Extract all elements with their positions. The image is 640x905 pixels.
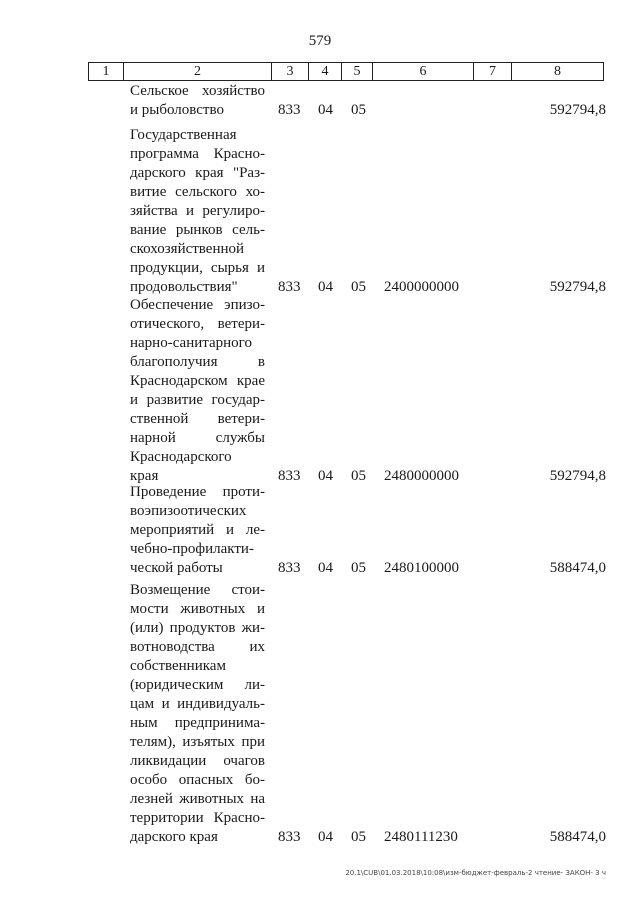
description-line: собственникам xyxy=(130,658,226,674)
page-number: 579 xyxy=(308,33,332,49)
description-line: лезней животных на xyxy=(130,791,265,807)
target-article-code: 2480100000 xyxy=(384,560,459,576)
description-line: вание рынков сель- xyxy=(130,222,265,238)
section-code: 04 xyxy=(318,102,333,118)
description-line: Краснодарского xyxy=(130,449,232,465)
description-line: и развитие государ- xyxy=(130,392,265,408)
footer-file-path: 20.1\CUB\01.03.2018\10:08\изм-бюджет-февраль-2 чтение- ЗАКОН- 3 ч xyxy=(345,869,606,877)
description-line: зяйства и регулиро- xyxy=(130,203,265,219)
subsection-code: 05 xyxy=(351,829,366,845)
description-line: дарского края xyxy=(130,829,218,845)
description-line: территории Красно- xyxy=(130,810,265,826)
description-line: Обеспечение эпизо- xyxy=(130,297,265,313)
department-code: 833 xyxy=(278,279,301,295)
amount: 588474,0 xyxy=(549,829,606,845)
description-line: Сельское хозяйство xyxy=(130,83,265,99)
column-header-table xyxy=(88,62,604,81)
row-description xyxy=(130,483,265,578)
description-line: особо опасных бо- xyxy=(130,772,265,788)
description-line: телям), изъятых при xyxy=(130,734,265,750)
description-line: Возмещение стои- xyxy=(130,582,265,598)
description-line: ным предпринима- xyxy=(130,715,265,731)
subsection-code: 05 xyxy=(351,560,366,576)
target-article-code: 2480000000 xyxy=(384,468,459,484)
description-line: программа Красно- xyxy=(130,146,265,162)
column-header-8: 8 xyxy=(512,63,604,81)
description-line: нарно-санитарного xyxy=(130,335,252,351)
department-code: 833 xyxy=(278,560,301,576)
row-description xyxy=(130,82,265,120)
description-line: отического, ветери- xyxy=(130,316,265,332)
description-line: продовольствия" xyxy=(130,279,238,295)
description-line: скохозяйственной xyxy=(130,241,245,257)
description-line: благополучия в xyxy=(130,354,265,370)
description-line: Проведение проти- xyxy=(130,484,265,500)
section-code: 04 xyxy=(318,279,333,295)
description-line: чебно-профилакти- xyxy=(130,541,254,557)
amount: 592794,8 xyxy=(549,468,606,484)
department-code: 833 xyxy=(278,829,301,845)
description-line: продукции, сырья и xyxy=(130,260,265,276)
target-article-code: 2480111230 xyxy=(384,829,458,845)
section-code: 04 xyxy=(318,468,333,484)
column-header-5: 5 xyxy=(342,63,373,81)
description-line: вотноводства их xyxy=(130,639,265,655)
subsection-code: 05 xyxy=(351,279,366,295)
department-code: 833 xyxy=(278,468,301,484)
target-article-code: 2400000000 xyxy=(384,279,459,295)
description-line: края xyxy=(130,468,159,484)
description-line: воэпизоотических xyxy=(130,503,247,519)
row-description xyxy=(130,296,265,486)
description-line: ческой работы xyxy=(130,560,223,576)
column-header-6: 6 xyxy=(373,63,474,81)
column-header-1: 1 xyxy=(89,63,124,81)
description-line: Государственная xyxy=(130,127,237,143)
amount: 592794,8 xyxy=(549,279,606,295)
row-description xyxy=(130,581,265,847)
description-line: мероприятий и ле- xyxy=(130,522,265,538)
description-line: (юридическим ли- xyxy=(130,677,265,693)
description-line: (или) продуктов жи- xyxy=(130,620,265,636)
row-description xyxy=(130,126,265,297)
section-code: 04 xyxy=(318,829,333,845)
section-code: 04 xyxy=(318,560,333,576)
subsection-code: 05 xyxy=(351,468,366,484)
description-line: мости животных и xyxy=(130,601,265,617)
description-line: и рыболовство xyxy=(130,102,224,118)
department-code: 833 xyxy=(278,102,301,118)
description-line: ликвидации очагов xyxy=(130,753,265,769)
description-line: цам и индивидуаль- xyxy=(130,696,265,712)
description-line: Краснодарском крае xyxy=(130,373,265,389)
amount: 588474,0 xyxy=(549,560,606,576)
column-header-3: 3 xyxy=(272,63,309,81)
description-line: витие сельского хо- xyxy=(130,184,265,200)
description-line: дарского края "Раз- xyxy=(130,165,265,181)
column-header-4: 4 xyxy=(309,63,342,81)
subsection-code: 05 xyxy=(351,102,366,118)
column-header-2: 2 xyxy=(124,63,272,81)
amount: 592794,8 xyxy=(549,102,606,118)
column-header-7: 7 xyxy=(474,63,512,81)
description-line: нарной службы xyxy=(130,430,265,446)
description-line: ственной ветери- xyxy=(130,411,265,427)
